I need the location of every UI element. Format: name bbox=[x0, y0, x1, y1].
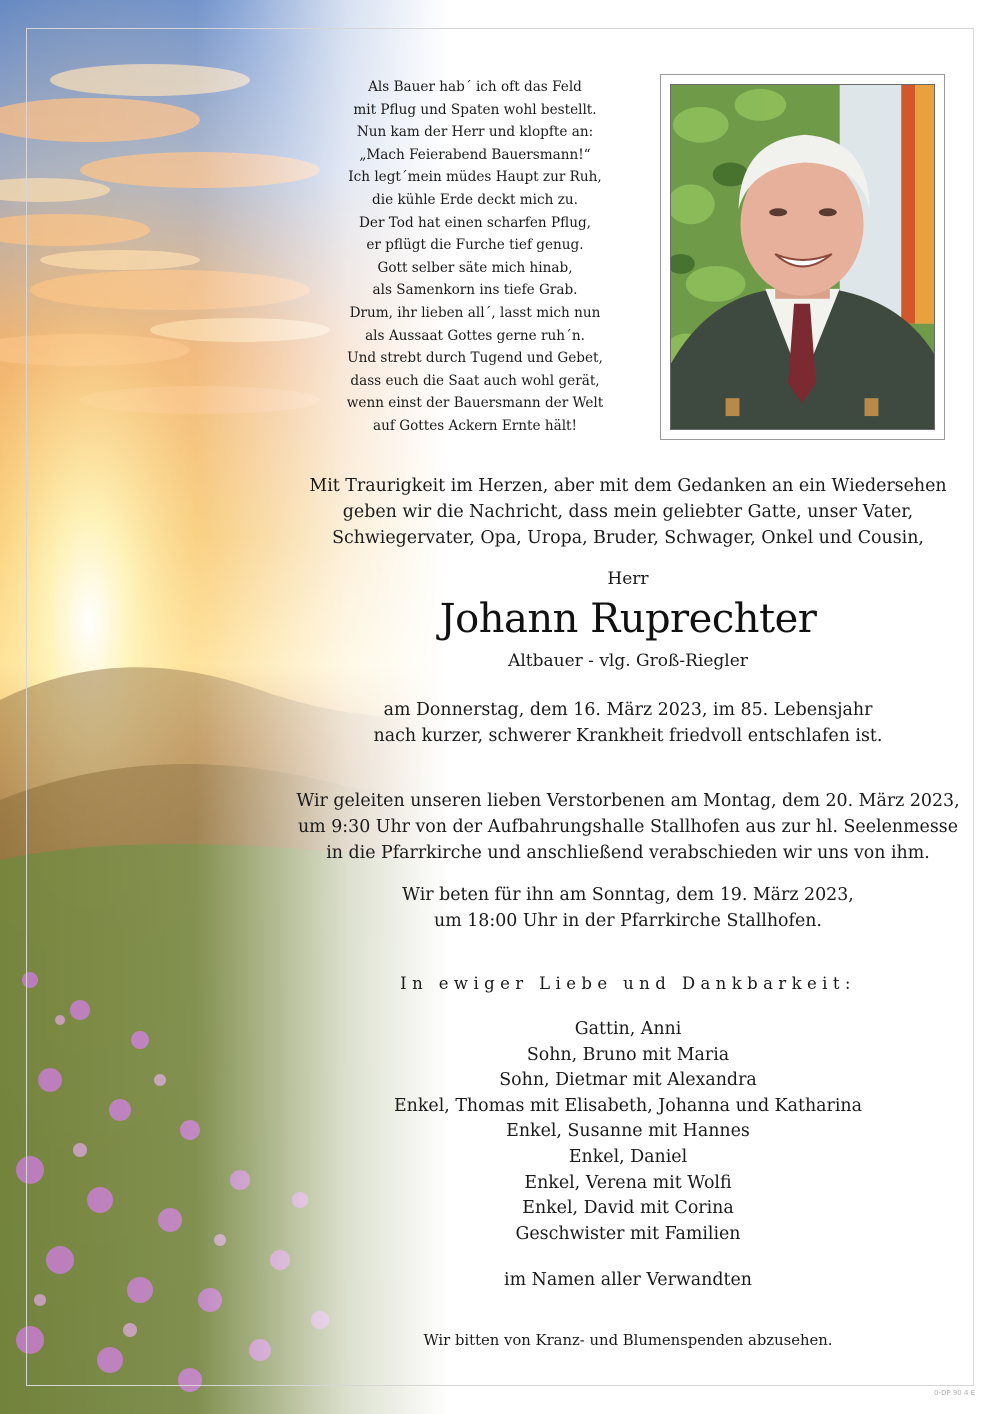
funeral-notice bbox=[250, 788, 1000, 866]
poem-line: dass euch die Saat auch wohl gerät, bbox=[350, 372, 600, 389]
honorific: Herr bbox=[607, 569, 649, 589]
poem-line: wenn einst der Bauersmann der Welt bbox=[346, 395, 604, 412]
prayer-notice bbox=[250, 882, 1000, 934]
announcement-line: geben wir die Nachricht, dass mein geliebter Gatte, unser Vater, bbox=[342, 502, 914, 522]
deceased-subtitle: Altbauer - vlg. Groß-Riegler bbox=[508, 651, 748, 671]
mourner: Gattin, Anni bbox=[574, 1019, 682, 1039]
poem-line: Als Bauer hab´ ich oft das Feld bbox=[368, 79, 582, 95]
poem-line: Ich legt´mein müdes Haupt zur Ruh, bbox=[348, 169, 602, 186]
mourner: Sohn, Dietmar mit Alexandra bbox=[499, 1070, 757, 1091]
mourner: Geschwister mit Familien bbox=[515, 1223, 741, 1244]
poem bbox=[320, 76, 630, 438]
mourner: Sohn, Bruno mit Maria bbox=[526, 1044, 730, 1065]
poem-line: Gott selber säte mich hinab, bbox=[377, 259, 573, 276]
poem-line: „Mach Feierabend Bauersmann!“ bbox=[359, 146, 591, 163]
poem-line: er pflügt die Furche tief genug. bbox=[366, 237, 584, 254]
announcement bbox=[250, 473, 1000, 551]
poem-line: auf Gottes Ackern Ernte hält! bbox=[373, 417, 577, 434]
poem-line: als Aussaat Gottes gerne ruh´n. bbox=[365, 327, 585, 344]
mourner: Enkel, David mit Corina bbox=[522, 1198, 734, 1219]
poem-line: mit Pflug und Spaten wohl bestellt. bbox=[353, 101, 597, 118]
death-line: nach kurzer, schwerer Krankheit friedvoll entschlafen ist. bbox=[373, 726, 883, 746]
announcement-line: Mit Traurigkeit im Herzen, aber mit dem Gedanken an ein Wiedersehen bbox=[309, 476, 947, 496]
portrait-frame bbox=[660, 74, 945, 440]
poem-line: Drum, ihr lieben all´, lasst mich nun bbox=[349, 304, 601, 321]
funeral-line: in die Pfarrkirche und anschließend verabschieden wir uns von ihm. bbox=[326, 843, 930, 863]
mourner: Enkel, Susanne mit Hannes bbox=[506, 1121, 750, 1142]
mourners-list bbox=[250, 1017, 1000, 1247]
dankbarkeit-heading: In ewiger Liebe und Dankbarkeit: bbox=[400, 974, 856, 993]
poem-line: die kühle Erde deckt mich zu. bbox=[372, 191, 578, 208]
death-notice bbox=[250, 697, 1000, 749]
print-code: 0-DP 90 4 E bbox=[934, 1389, 976, 1397]
poem-line: als Samenkorn ins tiefe Grab. bbox=[372, 282, 578, 299]
mourner: Enkel, Verena mit Wolfi bbox=[524, 1172, 732, 1193]
death-line: am Donnerstag, dem 16. März 2023, im 85. Lebensjahr bbox=[383, 700, 873, 720]
mourner: Enkel, Daniel bbox=[568, 1146, 688, 1167]
funeral-line: Wir geleiten unseren lieben Verstorbenen am Montag, dem 20. März 2023, bbox=[296, 791, 960, 811]
mourner: Enkel, Thomas mit Elisabeth, Johanna und Katharina bbox=[393, 1095, 862, 1116]
prayer-line: um 18:00 Uhr in der Pfarrkirche Stallhofen. bbox=[434, 911, 822, 931]
funeral-line: um 9:30 Uhr von der Aufbahrungshalle Stallhofen aus zur hl. Seelenmesse bbox=[297, 817, 958, 837]
deceased-name: Johann Ruprechter bbox=[439, 596, 817, 642]
donation-request: Wir bitten von Kranz- und Blumenspenden abzusehen. bbox=[423, 1332, 833, 1349]
prayer-line: Wir beten für ihn am Sonntag, dem 19. März 2023, bbox=[402, 885, 854, 905]
poem-line: Der Tod hat einen scharfen Pflug, bbox=[359, 214, 591, 231]
portrait-photo bbox=[670, 84, 935, 430]
poem-line: Nun kam der Herr und klopfte an: bbox=[356, 124, 594, 141]
poem-line: Und strebt durch Tugend und Gebet, bbox=[347, 350, 603, 367]
announcement-line: Schwiegervater, Opa, Uropa, Bruder, Schwager, Onkel und Cousin, bbox=[332, 528, 924, 548]
relatives-note: im Namen aller Verwandten bbox=[504, 1270, 752, 1290]
